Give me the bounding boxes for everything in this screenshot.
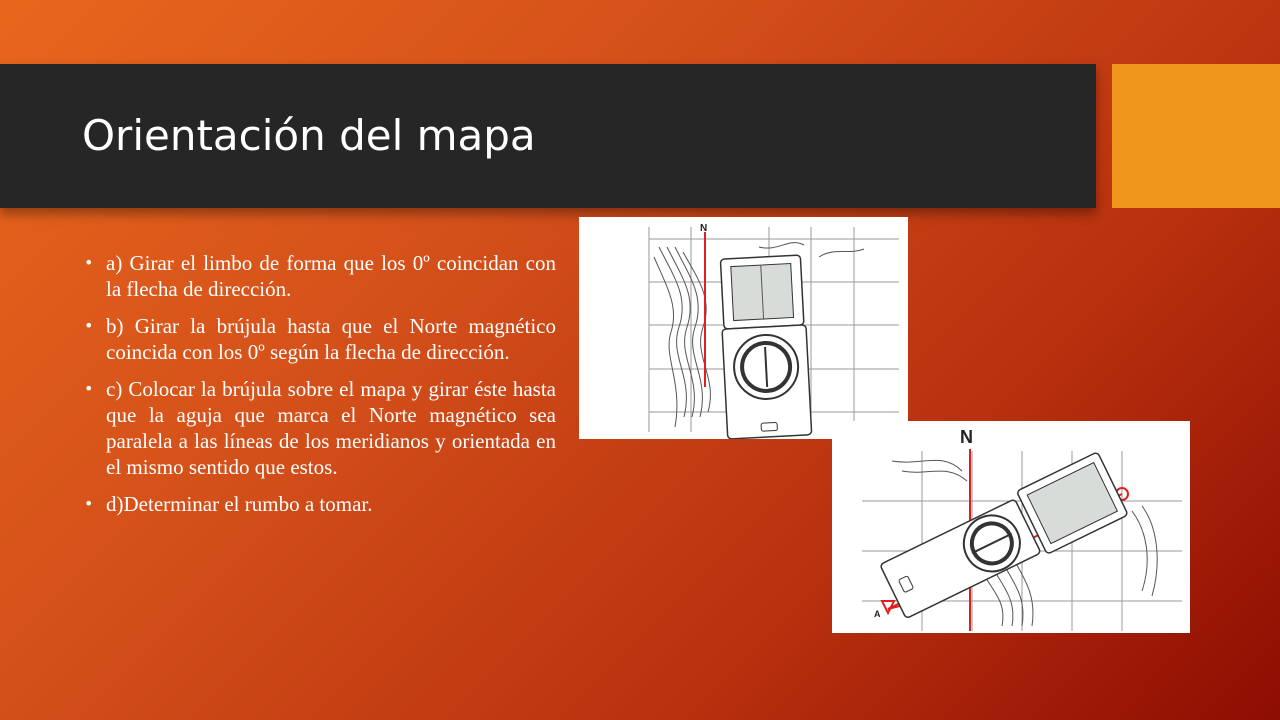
figure1-north-label: N [700, 223, 708, 234]
compass-map-illustration-1 [579, 217, 908, 439]
bullet-dot-icon: • [84, 253, 94, 272]
bullet-text-c: c) Colocar la brújula sobre el mapa y girar éste hasta que la aguja que marca el Norte magnético sea paralela a las líneas de los meridianos y orientada en el mismo sentido que estos. [106, 377, 556, 479]
bullet-list [82, 250, 556, 528]
bullet-item-c [82, 376, 556, 480]
bullet-text-b: b) Girar la brújula hasta que el Norte magnético coincida con los 0º según la flecha de dirección. [106, 314, 556, 364]
bullet-text-d: d)Determinar el rumbo a tomar. [106, 492, 373, 516]
figure2-north-label: N [960, 427, 973, 447]
bullet-item-b [82, 313, 556, 365]
compass-map-figure-1 [579, 217, 908, 439]
accent-square [1112, 64, 1280, 208]
bullet-item-d [82, 491, 556, 517]
compass-map-figure-2 [832, 421, 1190, 633]
bullet-text-a: a) Girar el limbo de forma que los 0º coincidan con la flecha de dirección. [106, 251, 556, 301]
point-a-label: A [874, 609, 881, 619]
bullet-dot-icon: • [84, 379, 94, 398]
bullet-dot-icon: • [84, 316, 94, 335]
bullet-item-a [82, 250, 556, 302]
bullet-dot-icon: • [84, 494, 94, 513]
compass-map-illustration-2 [832, 421, 1190, 633]
slide-title: Orientación del mapa [82, 111, 536, 160]
